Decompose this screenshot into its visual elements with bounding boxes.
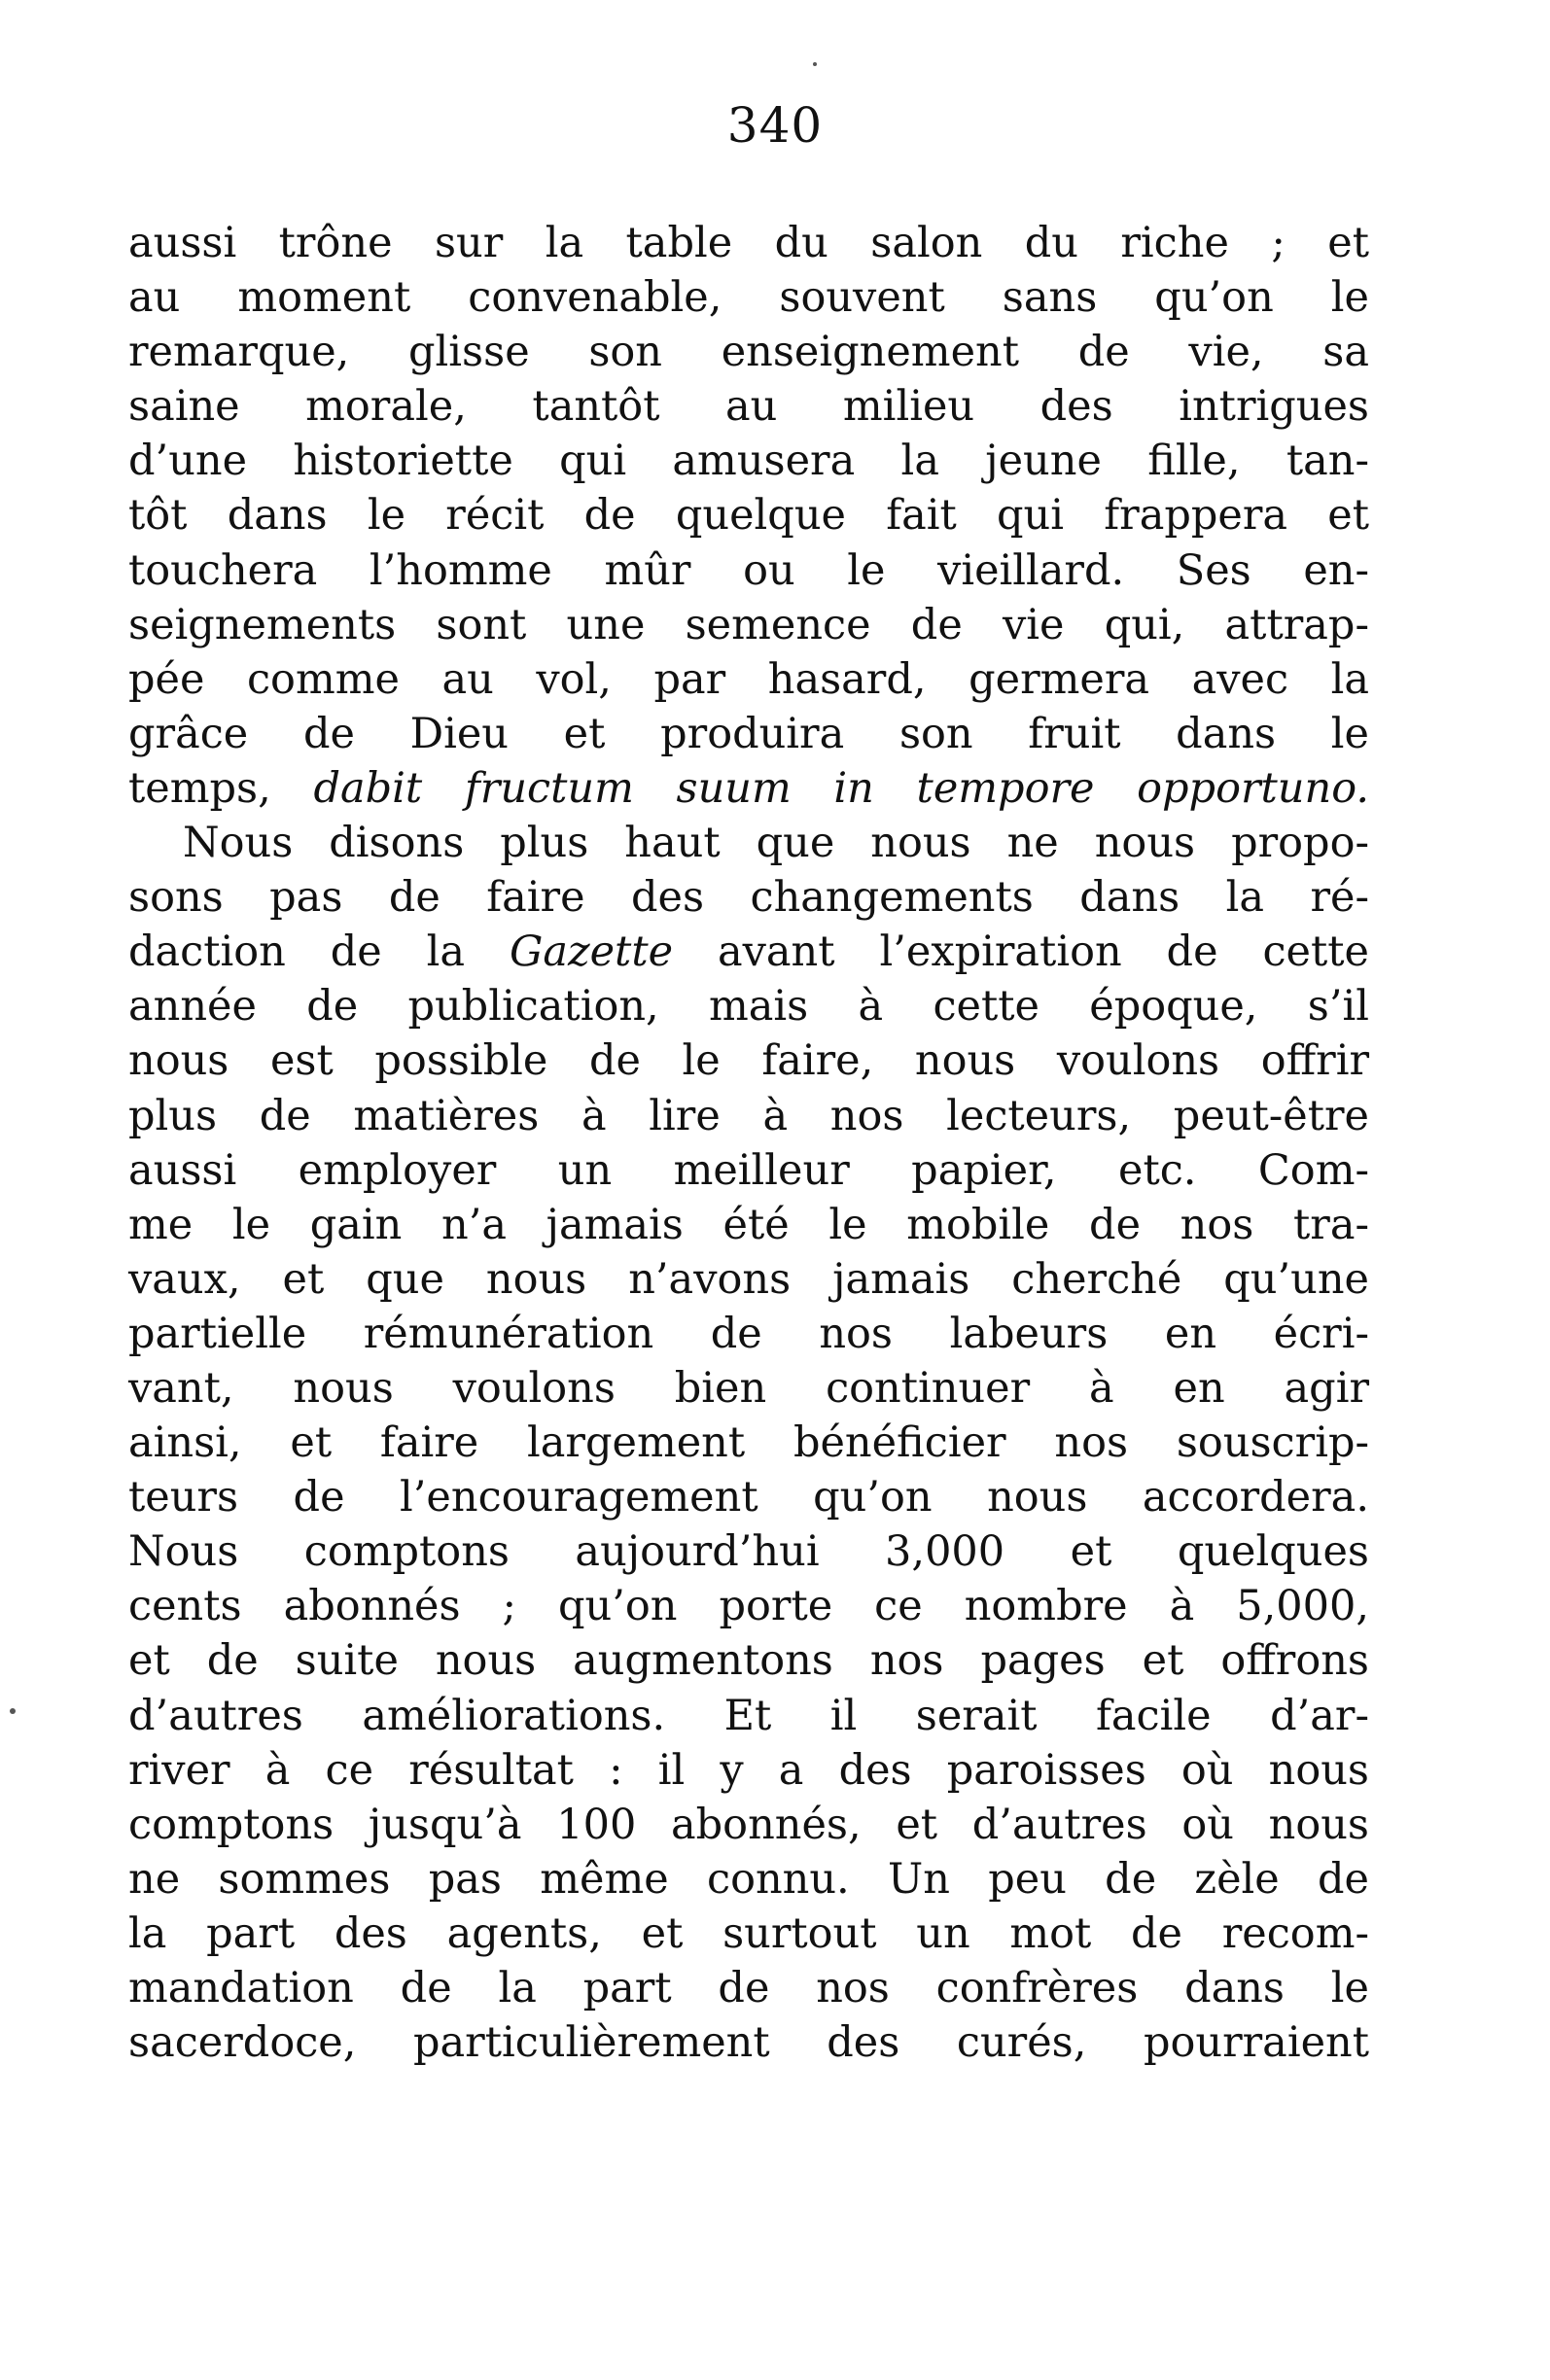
text-line: [128, 1307, 1369, 1361]
text-span: avant l’expiration de cette: [673, 928, 1369, 977]
text-span: teurs de l’encouragement qu’on nous accordera.: [128, 1473, 1369, 1522]
text-line: [128, 1689, 1369, 1743]
text-span: aussi employer un meilleur papier, etc. Com-: [128, 1145, 1369, 1195]
text-line: [128, 1361, 1369, 1416]
text-line: [128, 488, 1369, 542]
text-span: année de publication, mais à cette époque, s’il: [128, 982, 1369, 1032]
text-line: [128, 1907, 1369, 1961]
text-line: [128, 1252, 1369, 1307]
text-span: seignements sont une semence de vie qui, attrap-: [128, 600, 1369, 649]
text-span: tôt dans le récit de quelque fait qui frappera et: [128, 491, 1369, 541]
text-line: [128, 652, 1369, 707]
text-line: [128, 761, 1369, 816]
text-span: mandation de la part de nos confrères dans le: [128, 1964, 1369, 2012]
italic-text: Gazette: [509, 928, 674, 977]
text-line: [128, 270, 1369, 325]
text-span: ne sommes pas même connu. Un peu de zèle de: [128, 1854, 1369, 1904]
text-span: et de suite nous augmentons nos pages et offrons: [128, 1636, 1369, 1686]
text-line: [128, 434, 1369, 488]
body-text: [128, 216, 1369, 2070]
text-span: daction de la: [128, 928, 510, 977]
text-line: [128, 1033, 1369, 1088]
text-line: [128, 1579, 1369, 1633]
text-line: [128, 1524, 1369, 1579]
text-line: [128, 1961, 1369, 2015]
text-line: [128, 379, 1369, 434]
text-span: la part des agents, et surtout un mot de recom-: [128, 1908, 1369, 1958]
text-line: [128, 925, 1369, 979]
text-span: me le gain n’a jamais été le mobile de nos tra-: [128, 1200, 1369, 1249]
page-number: 340: [726, 97, 824, 154]
text-span: sacerdoce, particulièrement des curés, pourraient: [128, 2018, 1369, 2068]
text-span: saine morale, tantôt au milieu des intrigues: [128, 382, 1369, 432]
text-line: [128, 1852, 1369, 1907]
text-span: Nous comptons aujourd’hui 3,000 et quelques: [128, 1527, 1369, 1577]
text-line: [128, 216, 1369, 270]
text-line: [128, 325, 1369, 379]
text-span: cents abonnés ; qu’on porte ce nombre à 5,000,: [128, 1582, 1369, 1631]
italic-text: dabit fructum suum in tempore opportuno.: [313, 763, 1369, 813]
text-line: [128, 870, 1369, 925]
text-line: [128, 1743, 1369, 1798]
text-line: [128, 1416, 1369, 1470]
text-span: sons pas de faire des changements dans la ré-: [128, 873, 1369, 923]
text-span: temps,: [128, 763, 314, 813]
text-span: comptons jusqu’à 100 abonnés, et d’autres où nous: [128, 1800, 1369, 1849]
text-span: grâce de Dieu et produira son fruit dans le: [128, 709, 1369, 758]
text-span: river à ce résultat : il y a des paroisses où nous: [128, 1745, 1369, 1795]
text-span: partielle rémunération de nos labeurs en écri-: [128, 1309, 1369, 1358]
text-span: Nous disons plus haut que nous ne nous propo-: [183, 819, 1369, 868]
text-line: [128, 2015, 1369, 2070]
text-span: ainsi, et faire largement bénéficier nos souscrip-: [128, 1418, 1369, 1468]
text-span: au moment convenable, souvent sans qu’on le: [128, 273, 1369, 323]
text-span: d’autres améliorations. Et il serait facile d’ar-: [128, 1691, 1369, 1740]
text-line: [128, 1470, 1369, 1524]
text-line: [128, 1633, 1369, 1688]
text-line: [128, 1198, 1369, 1252]
text-span: vant, nous voulons bien continuer à en agir: [128, 1363, 1369, 1413]
text-line: [128, 1089, 1369, 1143]
text-line: [128, 598, 1369, 652]
text-span: plus de matières à lire à nos lecteurs, peut-être: [128, 1091, 1369, 1140]
text-span: remarque, glisse son enseignement de vie, sa: [128, 328, 1369, 377]
text-span: nous est possible de le faire, nous voulons offrir: [128, 1036, 1369, 1086]
text-line: [128, 1798, 1369, 1852]
text-span: vaux, et que nous n’avons jamais cherché qu’une: [128, 1254, 1369, 1304]
text-span: aussi trône sur la table du salon du riche ; et: [128, 219, 1369, 267]
text-line: [128, 543, 1369, 598]
text-span: d’une historiette qui amusera la jeune fille, tan-: [128, 437, 1369, 486]
print-speck: [813, 62, 817, 66]
text-line: [128, 816, 1369, 870]
text-line: [128, 1143, 1369, 1198]
text-line: [128, 979, 1369, 1033]
text-span: pée comme au vol, par hasard, germera avec la: [128, 654, 1369, 704]
text-line: [128, 707, 1369, 761]
print-speck: [10, 1708, 16, 1714]
text-span: touchera l’homme mûr ou le vieillard. Ses en-: [128, 545, 1369, 595]
